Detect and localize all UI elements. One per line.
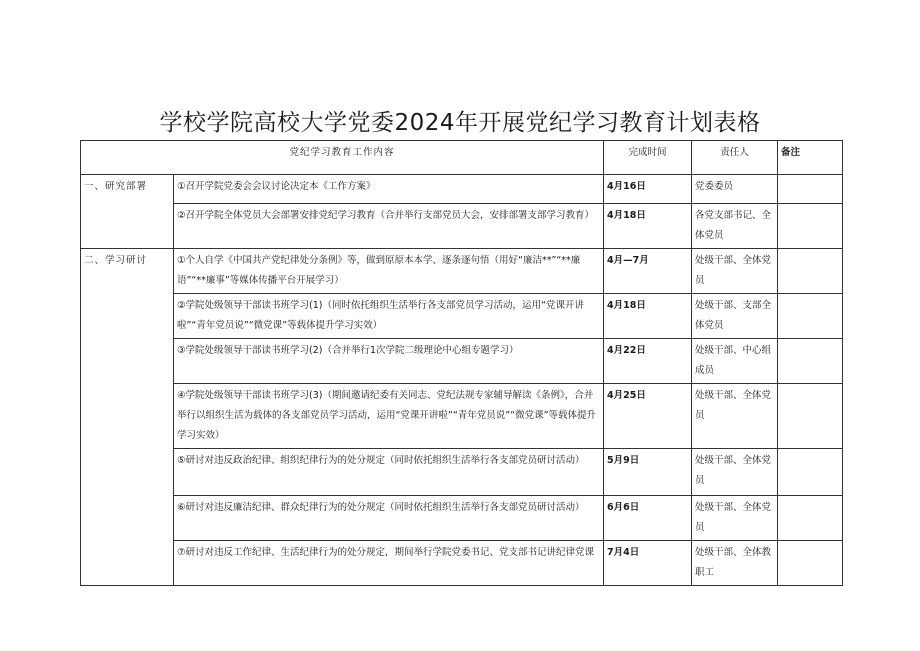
content-cell: ②召开学院全体党员大会部署安排党纪学习教育（合并举行支部党员大会，安排部署支部学习教育） xyxy=(174,204,604,249)
table-row xyxy=(81,449,843,496)
category-cell: 一、研究部署 xyxy=(81,175,174,249)
time-cell: 7月4日 xyxy=(604,541,692,586)
time-cell: 4月—7月 xyxy=(604,249,692,294)
time-cell: 4月16日 xyxy=(604,175,692,204)
header-note: 备注 xyxy=(778,141,843,175)
header-content: 党纪学习教育工作内容 xyxy=(81,141,604,175)
table-row xyxy=(81,249,843,294)
content-cell: ③学院处级领导干部读书班学习(2)（合并举行1次学院二级理论中心组专题学习） xyxy=(174,339,604,384)
responsible-cell: 各党支部书记、全体党员 xyxy=(692,204,778,249)
table-row xyxy=(81,541,843,586)
table-row xyxy=(81,175,843,204)
table-row xyxy=(81,204,843,249)
responsible-cell: 党委委员 xyxy=(692,175,778,204)
header-responsible: 责任人 xyxy=(692,141,778,175)
page-title: 学校学院高校大学党委2024年开展党纪学习教育计划表格 xyxy=(159,110,761,136)
responsible-cell: 处级干部、中心组成员 xyxy=(692,339,778,384)
table-row xyxy=(81,384,843,449)
content-cell: ⑥研讨对违反廉洁纪律、群众纪律行为的处分规定（同时依托组织生活举行各支部党员研讨活动） xyxy=(174,496,604,541)
table-header-row xyxy=(81,141,843,175)
table-row xyxy=(81,339,843,384)
content-cell: ①个人自学《中国共产党纪律处分条例》等，做到原原本本学、逐条逐句悟（用好“廉洁**”“**廉语”“**廉事”等媒体传播平台开展学习） xyxy=(174,249,604,294)
note-cell xyxy=(778,339,843,384)
header-time: 完成时间 xyxy=(604,141,692,175)
content-cell: ①召开学院党委会会议讨论决定本《工作方案》 xyxy=(174,175,604,204)
responsible-cell: 处级干部、全体党员 xyxy=(692,449,778,496)
content-cell: ④学院处级领导干部读书班学习(3)（期间邀请纪委有关同志、党纪法规专家辅导解读《条例》，合并举行以组织生活为载体的各支部党员学习活动，运用“党课开讲啦”“青年党员说”“微党课”等载体提升学习实效） xyxy=(174,384,604,449)
note-cell xyxy=(778,496,843,541)
content-cell: ⑦研讨对违反工作纪律、生活纪律行为的处分规定，期间举行学院党委书记、党支部书记讲纪律党课 xyxy=(174,541,604,586)
responsible-cell: 处级干部、全体党员 xyxy=(692,496,778,541)
time-cell: 4月18日 xyxy=(604,294,692,339)
note-cell xyxy=(778,541,843,586)
time-cell: 5月9日 xyxy=(604,449,692,496)
note-cell xyxy=(778,204,843,249)
note-cell xyxy=(778,249,843,294)
note-cell xyxy=(778,449,843,496)
time-cell: 4月25日 xyxy=(604,384,692,449)
note-cell xyxy=(778,294,843,339)
responsible-cell: 处级干部、全体党员 xyxy=(692,384,778,449)
note-cell xyxy=(778,384,843,449)
category-cell: 二、学习研讨 xyxy=(81,249,174,586)
time-cell: 6月6日 xyxy=(604,496,692,541)
content-cell: ⑤研讨对违反政治纪律、组织纪律行为的处分规定（同时依托组织生活举行各支部党员研讨活动） xyxy=(174,449,604,496)
plan-table xyxy=(80,140,843,586)
table-row xyxy=(81,294,843,339)
note-cell xyxy=(778,175,843,204)
table-row xyxy=(81,496,843,541)
responsible-cell: 处级干部、全体教职工 xyxy=(692,541,778,586)
time-cell: 4月22日 xyxy=(604,339,692,384)
content-cell: ②学院处级领导干部读书班学习(1)（同时依托组织生活举行各支部党员学习活动，运用“党课开讲啦”“青年党员说”“微党课”等载体提升学习实效） xyxy=(174,294,604,339)
responsible-cell: 处级干部、支部全体党员 xyxy=(692,294,778,339)
time-cell: 4月18日 xyxy=(604,204,692,249)
responsible-cell: 处级干部、全体党员 xyxy=(692,249,778,294)
